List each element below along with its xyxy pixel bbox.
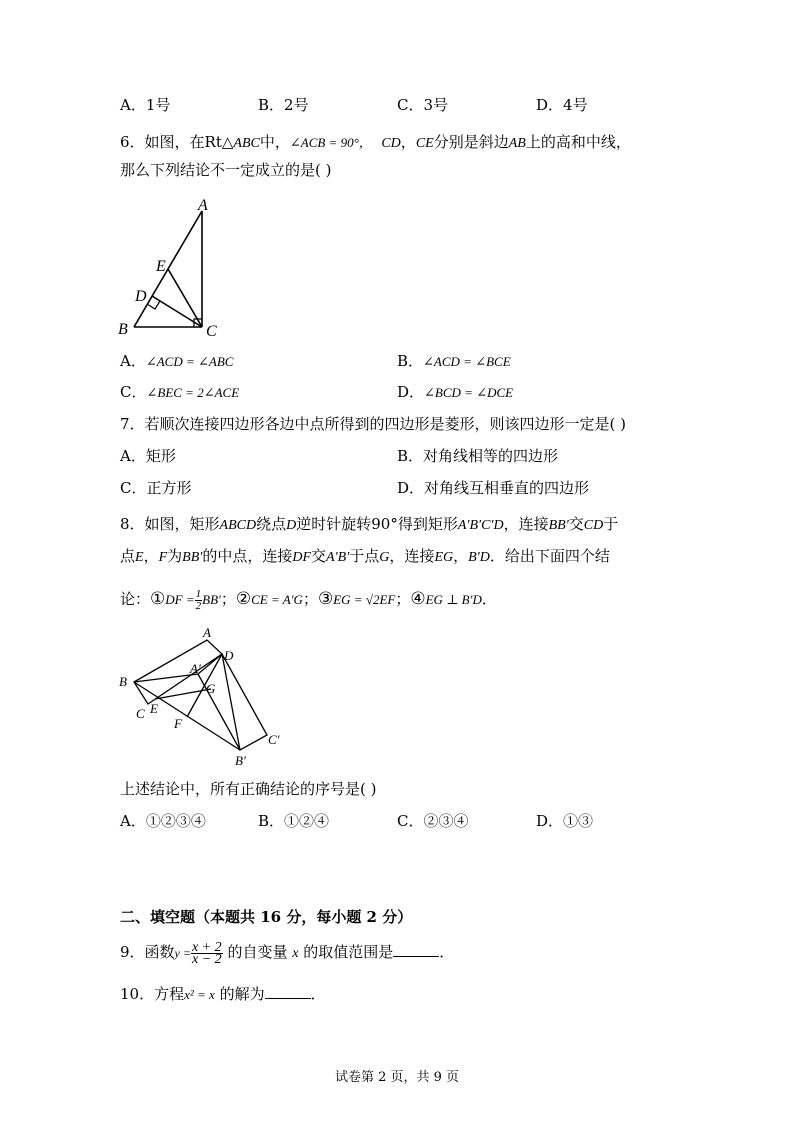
conclusion-4-mark: ④ bbox=[410, 589, 426, 609]
q7-option-d: D．对角线互相垂直的四边形 bbox=[397, 479, 590, 497]
q8-conclusion-prompt: 上述结论中，所有正确结论的序号是( ) bbox=[120, 780, 377, 798]
q9-fraction: $\frac{x + 2}{x - 2}$ bbox=[191, 939, 222, 967]
q6-stem-line2: 那么下列结论不一定成立的是( ) bbox=[120, 161, 332, 179]
q10-answer-blank bbox=[265, 986, 311, 999]
q8-label-c1: C′ bbox=[268, 732, 280, 747]
q8-label-a: A bbox=[203, 625, 211, 640]
q8-stem-line2: 点E，F为BB′的中点，连接DF交A′B′于点G，连接EG，B′D．给出下面四个结 bbox=[120, 547, 610, 565]
conclusion-1-mark: ① bbox=[150, 589, 166, 609]
q8-conclusions: 论：①DF = $\frac{1}{2}$ BB′；②CE = A′G；③EG = √2EF；④EG ⊥ B′D． bbox=[120, 587, 497, 612]
q6-label-c: C bbox=[206, 323, 217, 340]
q9-answer-blank bbox=[393, 944, 439, 957]
q6-option-c: C．∠BEC = 2∠ACE bbox=[120, 383, 240, 401]
q6-option-d: D．∠BCD = ∠DCE bbox=[397, 383, 514, 401]
q6-label-e: E bbox=[156, 258, 166, 275]
fraction-one-half: $\frac{1}{2}$ bbox=[195, 587, 202, 612]
q6-stem-line1: 6．如图，在Rt△ABC中，∠ACB = 90°， CD，CE分别是斜边AB上的高和中线， bbox=[120, 133, 631, 151]
q6-label-a: A bbox=[198, 197, 208, 214]
segment-b1d bbox=[222, 654, 240, 750]
q7-option-b: B．对角线相等的四边形 bbox=[397, 447, 559, 465]
q6-option-b: B．∠ACD = ∠BCE bbox=[397, 352, 511, 370]
q5-option-b: B．2号 bbox=[258, 96, 309, 114]
page-footer: 试卷第 2 页，共 9 页 bbox=[334, 1070, 460, 1085]
q8-option-a: A．①②③④ bbox=[120, 812, 206, 830]
segment-ba1 bbox=[134, 674, 198, 682]
q8-figure bbox=[112, 622, 292, 770]
q7-stem: 7．若顺次连接四边形各边中点所得到的四边形是菱形，则该四边形一定是( ) bbox=[120, 415, 627, 433]
conclusion-3-mark: ③ bbox=[317, 589, 334, 609]
q8-label-b: B bbox=[119, 674, 127, 689]
q5-option-d: D．4号 bbox=[536, 96, 588, 114]
q8-label-g: G bbox=[206, 681, 216, 696]
q8-label-d: D bbox=[224, 648, 234, 663]
q8-label-c: C bbox=[136, 706, 145, 721]
q6-segment-ce bbox=[168, 269, 202, 327]
q5-option-c: C．3号 bbox=[397, 96, 449, 114]
q8-label-a1: A′ bbox=[190, 661, 201, 676]
q7-option-a: A．矩形 bbox=[120, 447, 176, 465]
q8-option-b: B．①②④ bbox=[258, 812, 330, 830]
q8-label-b1: B′ bbox=[235, 753, 246, 768]
q8-label-e: E bbox=[150, 701, 158, 716]
q7-option-c: C．正方形 bbox=[120, 479, 192, 497]
conclusion-2-mark: ② bbox=[235, 589, 252, 609]
q8-label-f: F bbox=[174, 716, 182, 731]
q6-figure bbox=[112, 193, 232, 343]
q9-stem: 9．函数y = $\frac{x + 2}{x - 2}$ 的自变量 x 的取值范围是 ． bbox=[120, 939, 455, 967]
q6-label-b: B bbox=[118, 321, 128, 338]
q8-stem-line1: 8．如图，矩形ABCD绕点D逆时针旋转90°得到矩形A′B′C′D，连接BB′交CD于 bbox=[120, 515, 619, 533]
q6-label-d: D bbox=[135, 288, 147, 305]
q6-option-a: A．∠ACD = ∠ABC bbox=[120, 352, 234, 370]
q10-stem: 10．方程x² = x 的解为 ． bbox=[120, 985, 326, 1003]
q5-option-a: A．1号 bbox=[120, 96, 171, 114]
section-2-title: 二、填空题（本题共 16 分，每小题 2 分） bbox=[120, 908, 413, 926]
rect-a1b1c1d bbox=[198, 654, 267, 750]
q8-option-d: D．①③ bbox=[536, 812, 594, 830]
q8-option-c: C．②③④ bbox=[397, 812, 469, 830]
